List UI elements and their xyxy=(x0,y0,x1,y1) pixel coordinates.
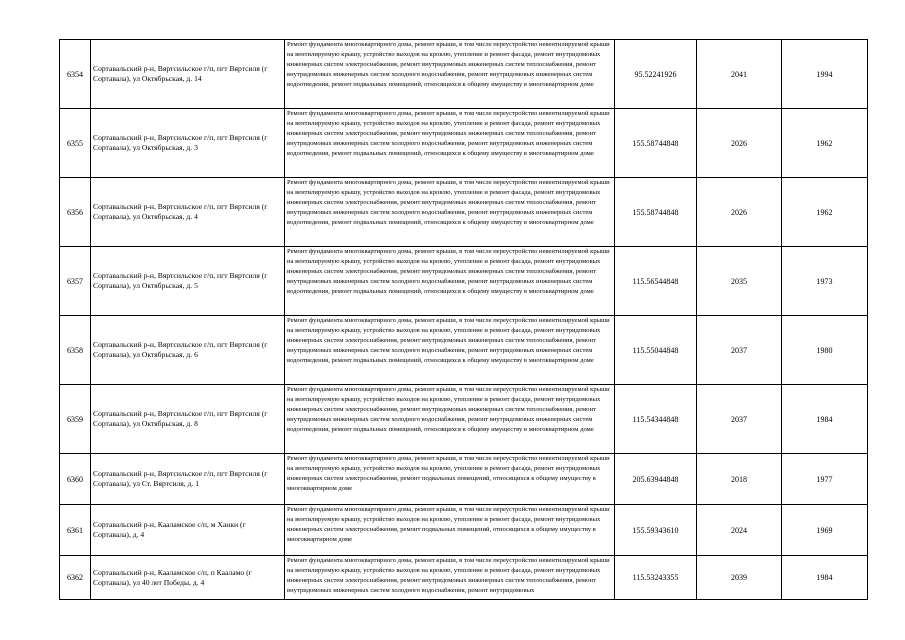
address-cell-text: Сортавальский р-н, Кааламское с/п, п Кааламо (г Сортавала), ул 40 лет Победы, д. 4 xyxy=(93,567,252,587)
year-cell-text: 2035 xyxy=(731,276,747,286)
address-cell-text: Сортавальский р-н, Вяртсильское г/п, пгт Вяртсиля (г Сортавала), ул Октябрьская, д. 3 xyxy=(93,133,268,152)
year-cell-text: 2037 xyxy=(731,414,747,424)
address-cell-text: Сортавальский р-н, Вяртсильское г/п, пгт Вяртсиля (г Сортавала), ул Октябрьская, д. 5 xyxy=(93,271,268,290)
year-cell xyxy=(697,316,782,385)
cost-cell-text: 205.63944848 xyxy=(632,474,679,484)
built-year-cell-text: 1977 xyxy=(816,474,833,484)
works-cell-text: Ремонт фундамента многоквартирного дома, ремонт крыши, в том числе переустройство невентилируемой крыши на вентилируемую крышу, устройство выходов на кровлю, утепление и ремонт фасада, ремонт внутридомовых инженерных систем электроснабжения, ремонт внутридомовых инженерных систем теплоснабжения, ремонт внутридомовых инженерных систем холодного водоснабжения, ремонт внутридомовых инженерных систем водоотведения, ремонт подвальных помещений, относящихся к общему имуществу в многоквартирном доме xyxy=(287,110,610,157)
row-number xyxy=(60,556,91,600)
year-cell xyxy=(697,556,782,600)
built-year-cell-text: 1984 xyxy=(816,414,833,424)
row-number-text: 6356 xyxy=(67,207,83,217)
cost-cell-text: 115.54344848 xyxy=(632,414,679,424)
row-number-text: 6358 xyxy=(67,345,83,355)
table-row xyxy=(60,505,868,556)
built-year-cell xyxy=(782,109,868,178)
table-row xyxy=(60,454,868,505)
row-number xyxy=(60,109,91,178)
built-year-cell xyxy=(782,556,868,600)
address-cell xyxy=(91,316,285,385)
table-row xyxy=(60,556,868,600)
works-cell xyxy=(285,109,615,178)
works-cell-text: Ремонт фундамента многоквартирного дома, ремонт крыши, в том числе переустройство невентилируемой крыши на вентилируемую крышу, устройство выходов на кровлю, утепление и ремонт фасада, ремонт внутридомовых инженерных систем электроснабжения, ремонт внутридомовых инженерных систем теплоснабжения, ремонт внутридомовых инженерных систем холодного водоснабжения, ремонт внутридомовых инженерных систем водоотведения, ремонт подвальных помещений, относящихся к общему имуществу в многоквартирном доме xyxy=(287,317,610,364)
address-cell-text: Сортавальский р-н, Вяртсильское г/п, пгт Вяртсиля (г Сортавала), ул Октябрьская, д. 6 xyxy=(93,340,268,359)
row-number xyxy=(60,505,91,556)
address-cell-text: Сортавальский р-н, Кааламское с/п, м Ханки (г Сортавала), д. 4 xyxy=(93,520,246,539)
address-cell xyxy=(91,247,285,316)
repair-program-table xyxy=(59,39,868,600)
cost-cell xyxy=(615,556,697,600)
row-number-text: 6355 xyxy=(67,138,83,148)
year-cell xyxy=(697,454,782,505)
works-cell-text: Ремонт фундамента многоквартирного дома, ремонт крыши, в том числе переустройство невентилируемой крыши на вентилируемую крышу, устройство выходов на кровлю, утепление и ремонт фасада, ремонт внутридомовых инженерных систем электроснабжения, ремонт внутридомовых инженерных систем теплоснабжения, ремонт внутридомовых инженерных систем холодного водоснабжения, ремонт внутридомовых xyxy=(287,557,610,594)
built-year-cell-text: 1980 xyxy=(816,345,833,355)
works-cell xyxy=(285,454,615,505)
row-number-text: 6361 xyxy=(67,525,83,535)
address-cell xyxy=(91,454,285,505)
row-number-text: 6360 xyxy=(67,474,83,484)
cost-cell-text: 115.56544848 xyxy=(632,276,679,286)
year-cell xyxy=(697,247,782,316)
cost-cell xyxy=(615,454,697,505)
built-year-cell-text: 1962 xyxy=(816,207,833,217)
address-cell xyxy=(91,109,285,178)
built-year-cell xyxy=(782,247,868,316)
cost-cell-text: 155.58744848 xyxy=(632,207,679,217)
works-cell xyxy=(285,556,615,600)
built-year-cell xyxy=(782,178,868,247)
works-cell-text: Ремонт фундамента многоквартирного дома, ремонт крыши, в том числе переустройство невентилируемой крыши на вентилируемую крышу, устройство выходов на кровлю, утепление и ремонт фасада, ремонт внутридомовых инженерных систем электроснабжения, ремонт подвальных помещений, относящихся к общему имуществу в многоквартирном доме xyxy=(287,506,610,543)
built-year-cell-text: 1994 xyxy=(816,69,833,79)
row-number-text: 6357 xyxy=(67,276,83,286)
table-row xyxy=(60,109,868,178)
year-cell-text: 2024 xyxy=(731,525,747,535)
built-year-cell xyxy=(782,385,868,454)
works-cell-text: Ремонт фундамента многоквартирного дома, ремонт крыши, в том числе переустройство невентилируемой крыши на вентилируемую крышу, устройство выходов на кровлю, утепление и ремонт фасада, ремонт внутридомовых инженерных систем электроснабжения, ремонт подвальных помещений, относящихся к общему имуществу в многоквартирном доме xyxy=(287,455,610,492)
works-cell xyxy=(285,316,615,385)
cost-cell-text: 115.53243355 xyxy=(632,573,679,582)
row-number xyxy=(60,178,91,247)
cost-cell-text: 95.52241926 xyxy=(634,69,677,79)
built-year-cell xyxy=(782,454,868,505)
row-number-text: 6359 xyxy=(67,414,83,424)
year-cell xyxy=(697,109,782,178)
works-cell-text: Ремонт фундамента многоквартирного дома, ремонт крыши, в том числе переустройство невентилируемой крыши на вентилируемую крышу, устройство выходов на кровлю, утепление и ремонт фасада, ремонт внутридомовых инженерных систем электроснабжения, ремонт внутридомовых инженерных систем теплоснабжения, ремонт внутридомовых инженерных систем холодного водоснабжения, ремонт внутридомовых инженерных систем водоотведения, ремонт подвальных помещений, относящихся к общему имуществу в многоквартирном доме xyxy=(287,386,610,433)
row-number xyxy=(60,316,91,385)
works-cell xyxy=(285,505,615,556)
cost-cell-text: 115.55044848 xyxy=(632,345,679,355)
year-cell-text: 2026 xyxy=(731,138,747,148)
address-cell xyxy=(91,40,285,109)
works-cell xyxy=(285,385,615,454)
built-year-cell-text: 1984 xyxy=(816,573,833,582)
address-cell xyxy=(91,385,285,454)
cost-cell xyxy=(615,505,697,556)
cost-cell-text: 155.59343610 xyxy=(632,525,679,535)
year-cell xyxy=(697,505,782,556)
works-cell xyxy=(285,178,615,247)
address-cell xyxy=(91,556,285,600)
year-cell xyxy=(697,40,782,109)
built-year-cell-text: 1969 xyxy=(816,525,833,535)
year-cell-text: 2037 xyxy=(731,345,747,355)
cost-cell xyxy=(615,316,697,385)
built-year-cell xyxy=(782,505,868,556)
address-cell-text: Сортавальский р-н, Вяртсильское г/п, пгт Вяртсиля (г Сортавала), ул Октябрьская, д. 14 xyxy=(93,64,268,83)
works-cell xyxy=(285,247,615,316)
built-year-cell-text: 1962 xyxy=(816,138,833,148)
table-row xyxy=(60,178,868,247)
row-number xyxy=(60,385,91,454)
row-number-text: 6354 xyxy=(67,69,83,79)
year-cell-text: 2041 xyxy=(731,69,747,79)
year-cell xyxy=(697,385,782,454)
address-cell xyxy=(91,178,285,247)
cost-cell xyxy=(615,385,697,454)
table-body xyxy=(60,40,868,600)
row-number xyxy=(60,247,91,316)
row-number-text: 6362 xyxy=(67,573,83,582)
cost-cell xyxy=(615,109,697,178)
row-number xyxy=(60,454,91,505)
address-cell-text: Сортавальский р-н, Вяртсильское г/п, пгт Вяртсиля (г Сортавала), ул Октябрьская, д. 4 xyxy=(93,202,268,221)
table-row xyxy=(60,385,868,454)
year-cell-text: 2018 xyxy=(731,474,747,484)
cost-cell-text: 155.58744848 xyxy=(632,138,679,148)
table-row xyxy=(60,40,868,109)
built-year-cell-text: 1973 xyxy=(816,276,833,286)
cost-cell xyxy=(615,247,697,316)
year-cell xyxy=(697,178,782,247)
works-cell-text: Ремонт фундамента многоквартирного дома, ремонт крыши, в том числе переустройство невентилируемой крыши на вентилируемую крышу, устройство выходов на кровлю, утепление и ремонт фасада, ремонт внутридомовых инженерных систем электроснабжения, ремонт внутридомовых инженерных систем теплоснабжения, ремонт внутридомовых инженерных систем холодного водоснабжения, ремонт внутридомовых инженерных систем водоотведения, ремонт подвальных помещений, относящихся к общему имуществу в многоквартирном доме xyxy=(287,179,610,226)
table-row xyxy=(60,247,868,316)
cost-cell xyxy=(615,178,697,247)
built-year-cell xyxy=(782,40,868,109)
table-row xyxy=(60,316,868,385)
address-cell-text: Сортавальский р-н, Вяртсильское г/п, пгт Вяртсиля (г Сортавала), ул Ст. Вяртсиля, д. 1 xyxy=(93,469,268,488)
address-cell xyxy=(91,505,285,556)
address-cell-text: Сортавальский р-н, Вяртсильское г/п, пгт Вяртсиля (г Сортавала), ул Октябрьская, д. 8 xyxy=(93,409,268,428)
works-cell-text: Ремонт фундамента многоквартирного дома, ремонт крыши, в том числе переустройство невентилируемой крыши на вентилируемую крышу, устройство выходов на кровлю, утепление и ремонт фасада, ремонт внутридомовых инженерных систем электроснабжения, ремонт внутридомовых инженерных систем теплоснабжения, ремонт внутридомовых инженерных систем холодного водоснабжения, ремонт внутридомовых инженерных систем водоотведения, ремонт подвальных помещений, относящихся к общему имуществу в многоквартирном доме xyxy=(287,248,610,295)
works-cell-text: Ремонт фундамента многоквартирного дома, ремонт крыши, в том числе переустройство невентилируемой крыши на вентилируемую крышу, устройство выходов на кровлю, утепление и ремонт фасада, ремонт внутридомовых инженерных систем электроснабжения, ремонт внутридомовых инженерных систем теплоснабжения, ремонт внутридомовых инженерных систем холодного водоснабжения, ремонт внутридомовых инженерных систем водоотведения, ремонт подвальных помещений, относящихся к общему имуществу в многоквартирном доме xyxy=(287,41,610,88)
year-cell-text: 2026 xyxy=(731,207,747,217)
year-cell-text: 2039 xyxy=(731,573,747,582)
built-year-cell xyxy=(782,316,868,385)
row-number xyxy=(60,40,91,109)
cost-cell xyxy=(615,40,697,109)
works-cell xyxy=(285,40,615,109)
